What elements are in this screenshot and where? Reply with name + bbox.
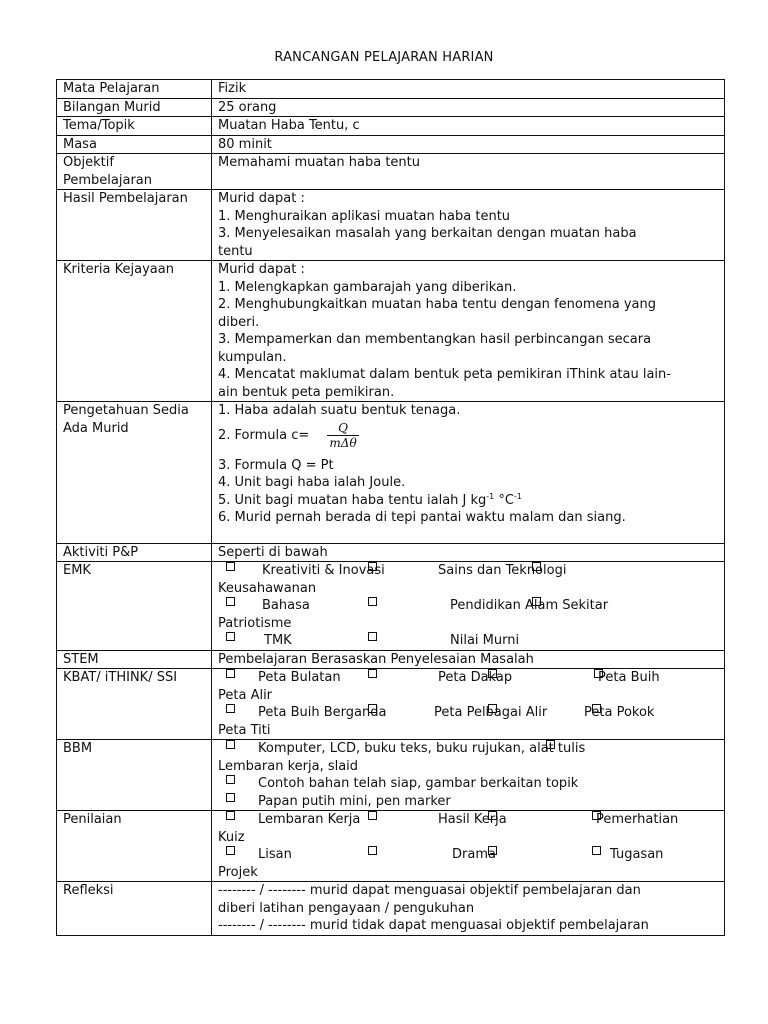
checkbox[interactable] [226, 562, 235, 571]
unit-celsius: °C [494, 492, 514, 508]
value-bilangan-murid: 25 orang [212, 98, 725, 117]
checkbox[interactable] [226, 632, 235, 641]
row-emk [57, 562, 725, 651]
row-kbat [57, 669, 725, 740]
option-label: Kuiz [218, 829, 245, 845]
hasil-line: 3. Menyelesaikan masalah yang berkaitan dengan muatan haba [218, 226, 637, 241]
label-masa: Masa [57, 135, 212, 154]
kriteria-line: Murid dapat : [218, 262, 305, 277]
option-label: Pemerhatian [596, 812, 679, 827]
checkbox[interactable] [368, 669, 377, 678]
checkbox[interactable] [532, 597, 541, 606]
row-objektif [57, 154, 725, 190]
option-label: Kreativiti & Inovasi [262, 563, 385, 578]
checkbox[interactable] [226, 740, 235, 749]
label-bilangan-murid: Bilangan Murid [57, 98, 212, 117]
value-aktiviti: Seperti di bawah [212, 543, 725, 562]
row-bilangan-murid [57, 98, 725, 117]
bbm-options-row3 [218, 793, 718, 811]
option-label: Nilai Murni [450, 633, 520, 648]
label-hasil-pembelajaran: Hasil Pembelajaran [57, 190, 212, 261]
pengetahuan-line: 1. Haba adalah suatu bentuk tenaga. [218, 403, 461, 418]
row-penilaian [57, 811, 725, 882]
kriteria-line: diberi. [218, 314, 260, 330]
label-pengetahuan-line1: Pengetahuan Sedia [63, 403, 189, 418]
checkbox[interactable] [226, 811, 235, 820]
value-kriteria-kejayaan [212, 261, 725, 402]
option-label: Patriotisme [218, 615, 292, 631]
value-masa: 80 minit [212, 135, 725, 154]
row-kriteria-kejayaan [57, 261, 725, 402]
option-label: Komputer, LCD, buku teks, buku rujukan, alat tulis [258, 741, 586, 756]
option-label: Drama [452, 847, 496, 862]
checkbox[interactable] [546, 740, 555, 749]
option-label: Sains dan Teknologi [438, 563, 567, 578]
checkbox[interactable] [368, 846, 377, 855]
label-kriteria-kejayaan: Kriteria Kejayaan [57, 261, 212, 402]
option-label: Lembaran kerja, slaid [218, 758, 359, 774]
option-label: Peta Pokok [584, 705, 655, 720]
row-bbm [57, 740, 725, 811]
pengetahuan-line: 4. Unit bagi haba ialah Joule. [218, 475, 406, 490]
label-bbm: BBM [57, 740, 212, 811]
value-refleksi [212, 882, 725, 936]
emk-options-row1 [218, 562, 718, 580]
label-aktiviti: Aktiviti P&P [57, 543, 212, 562]
row-aktiviti [57, 543, 725, 562]
value-objektif: Memahami muatan haba tentu [212, 154, 725, 190]
pengetahuan-unit-line [218, 492, 718, 510]
penilaian-options-row1 [218, 811, 718, 829]
checkbox[interactable] [488, 704, 497, 713]
label-tema-topik: Tema/Topik [57, 117, 212, 136]
option-label: Peta Titi [218, 722, 271, 738]
option-label: Peta Bulatan [258, 670, 341, 685]
value-pengetahuan-sedia-ada [212, 402, 725, 544]
checkbox[interactable] [488, 669, 497, 678]
option-label: Lisan [258, 847, 292, 862]
row-refleksi [57, 882, 725, 936]
option-label: Peta Buih Berganda [258, 705, 387, 720]
option-label: Lembaran Kerja [258, 812, 361, 827]
emk-options-row3 [218, 632, 718, 650]
kriteria-line: 3. Mempamerkan dan membentangkan hasil perbincangan secara [218, 332, 652, 347]
kbat-options-row2 [218, 704, 718, 722]
formula-fraction [327, 421, 358, 450]
row-mata-pelajaran [57, 80, 725, 99]
unit-sup-c: -1 [514, 491, 522, 501]
kriteria-line: 2. Menghubungkaitkan muatan haba tentu dengan fenomena yang [218, 297, 656, 312]
checkbox[interactable] [226, 793, 235, 802]
row-hasil-pembelajaran [57, 190, 725, 261]
label-mata-pelajaran: Mata Pelajaran [57, 80, 212, 99]
value-kbat [212, 669, 725, 740]
checkbox[interactable] [368, 597, 377, 606]
option-label: Papan putih mini, pen marker [258, 793, 451, 809]
hasil-line: Murid dapat : [218, 191, 305, 206]
option-label: Pendidikan Alam Sekitar [450, 598, 609, 613]
kriteria-line: 1. Melengkapkan gambarajah yang diberikan. [218, 279, 517, 295]
pengetahuan-line: 3. Formula Q = Pt [218, 457, 334, 473]
bbm-options-row1 [218, 740, 718, 758]
checkbox[interactable] [488, 811, 497, 820]
option-label: Keusahawanan [218, 580, 317, 596]
kriteria-line: ain bentuk peta pemikiran. [218, 384, 395, 400]
option-label: Peta Pelbagai Alir [434, 705, 548, 720]
row-stem [57, 650, 725, 669]
pengetahuan-line: 6. Murid pernah berada di tepi pantai waktu malam dan siang. [218, 510, 626, 525]
value-hasil-pembelajaran [212, 190, 725, 261]
checkbox[interactable] [226, 669, 235, 678]
option-label: Hasil Kerja [438, 812, 507, 827]
formula-denominator: mΔθ [329, 435, 357, 450]
formula-numerator: Q [327, 421, 358, 436]
option-label: Bahasa [262, 598, 310, 613]
refleksi-line: diberi latihan pengayaan / pengukuhan [218, 900, 475, 916]
checkbox[interactable] [226, 704, 235, 713]
checkbox[interactable] [532, 562, 541, 571]
unit-sup-kg: -1 [486, 491, 495, 501]
penilaian-options-row2 [218, 846, 718, 864]
checkbox[interactable] [592, 846, 601, 855]
checkbox[interactable] [368, 562, 377, 571]
option-label: Peta Dakap [438, 670, 513, 685]
value-emk [212, 562, 725, 651]
value-stem: Pembelajaran Berasaskan Penyelesaian Masalah [212, 650, 725, 669]
lesson-plan-table [56, 79, 725, 936]
value-mata-pelajaran: Fizik [212, 80, 725, 99]
value-tema-topik: Muatan Haba Tentu, c [212, 117, 725, 136]
label-refleksi: Refleksi [57, 882, 212, 936]
label-pengetahuan-sedia-ada [57, 402, 212, 544]
checkbox[interactable] [368, 632, 377, 641]
label-emk: EMK [57, 562, 212, 651]
formula-prefix: 2. Formula c= [218, 427, 310, 443]
checkbox[interactable] [226, 597, 235, 606]
refleksi-line: -------- / -------- murid dapat menguasai objektif pembelajaran dan [218, 883, 641, 898]
row-tema-topik [57, 117, 725, 136]
label-stem: STEM [57, 650, 212, 669]
checkbox[interactable] [368, 704, 377, 713]
kriteria-line: kumpulan. [218, 349, 287, 365]
option-label: TMK [264, 633, 292, 648]
checkbox[interactable] [592, 704, 601, 713]
refleksi-line: -------- / -------- murid tidak dapat menguasai objektif pembelajaran [218, 918, 649, 933]
kriteria-line: 4. Mencatat maklumat dalam bentuk peta pemikiran iThink atau lain- [218, 367, 671, 382]
hasil-line: tentu [218, 243, 253, 259]
option-label: Peta Buih [598, 670, 660, 685]
page-title: RANCANGAN PELAJARAN HARIAN [274, 50, 494, 65]
label-objektif [57, 154, 212, 190]
unit-text: 5. Unit bagi muatan haba tentu ialah J kg [218, 492, 487, 508]
label-objektif-line1: Objektif [63, 155, 114, 170]
label-penilaian: Penilaian [57, 811, 212, 882]
bbm-options-row2 [218, 775, 718, 793]
option-label: Projek [218, 864, 258, 880]
option-label: Tugasan [610, 847, 664, 862]
option-label: Peta Alir [218, 687, 273, 703]
label-pengetahuan-line2: Ada Murid [63, 420, 129, 436]
label-objektif-line2: Pembelajaran [63, 172, 152, 188]
value-bbm [212, 740, 725, 811]
row-pengetahuan-sedia-ada [57, 402, 725, 544]
emk-options-row2 [218, 597, 718, 615]
formula-line [218, 420, 718, 451]
checkbox[interactable] [488, 846, 497, 855]
checkbox[interactable] [226, 846, 235, 855]
checkbox[interactable] [226, 775, 235, 784]
checkbox[interactable] [368, 811, 377, 820]
value-penilaian [212, 811, 725, 882]
kbat-options-row1 [218, 669, 718, 687]
label-kbat: KBAT/ iTHINK/ SSI [57, 669, 212, 740]
hasil-line: 1. Menghuraikan aplikasi muatan haba tentu [218, 208, 511, 224]
row-masa [57, 135, 725, 154]
option-label: Contoh bahan telah siap, gambar berkaitan topik [258, 776, 579, 791]
